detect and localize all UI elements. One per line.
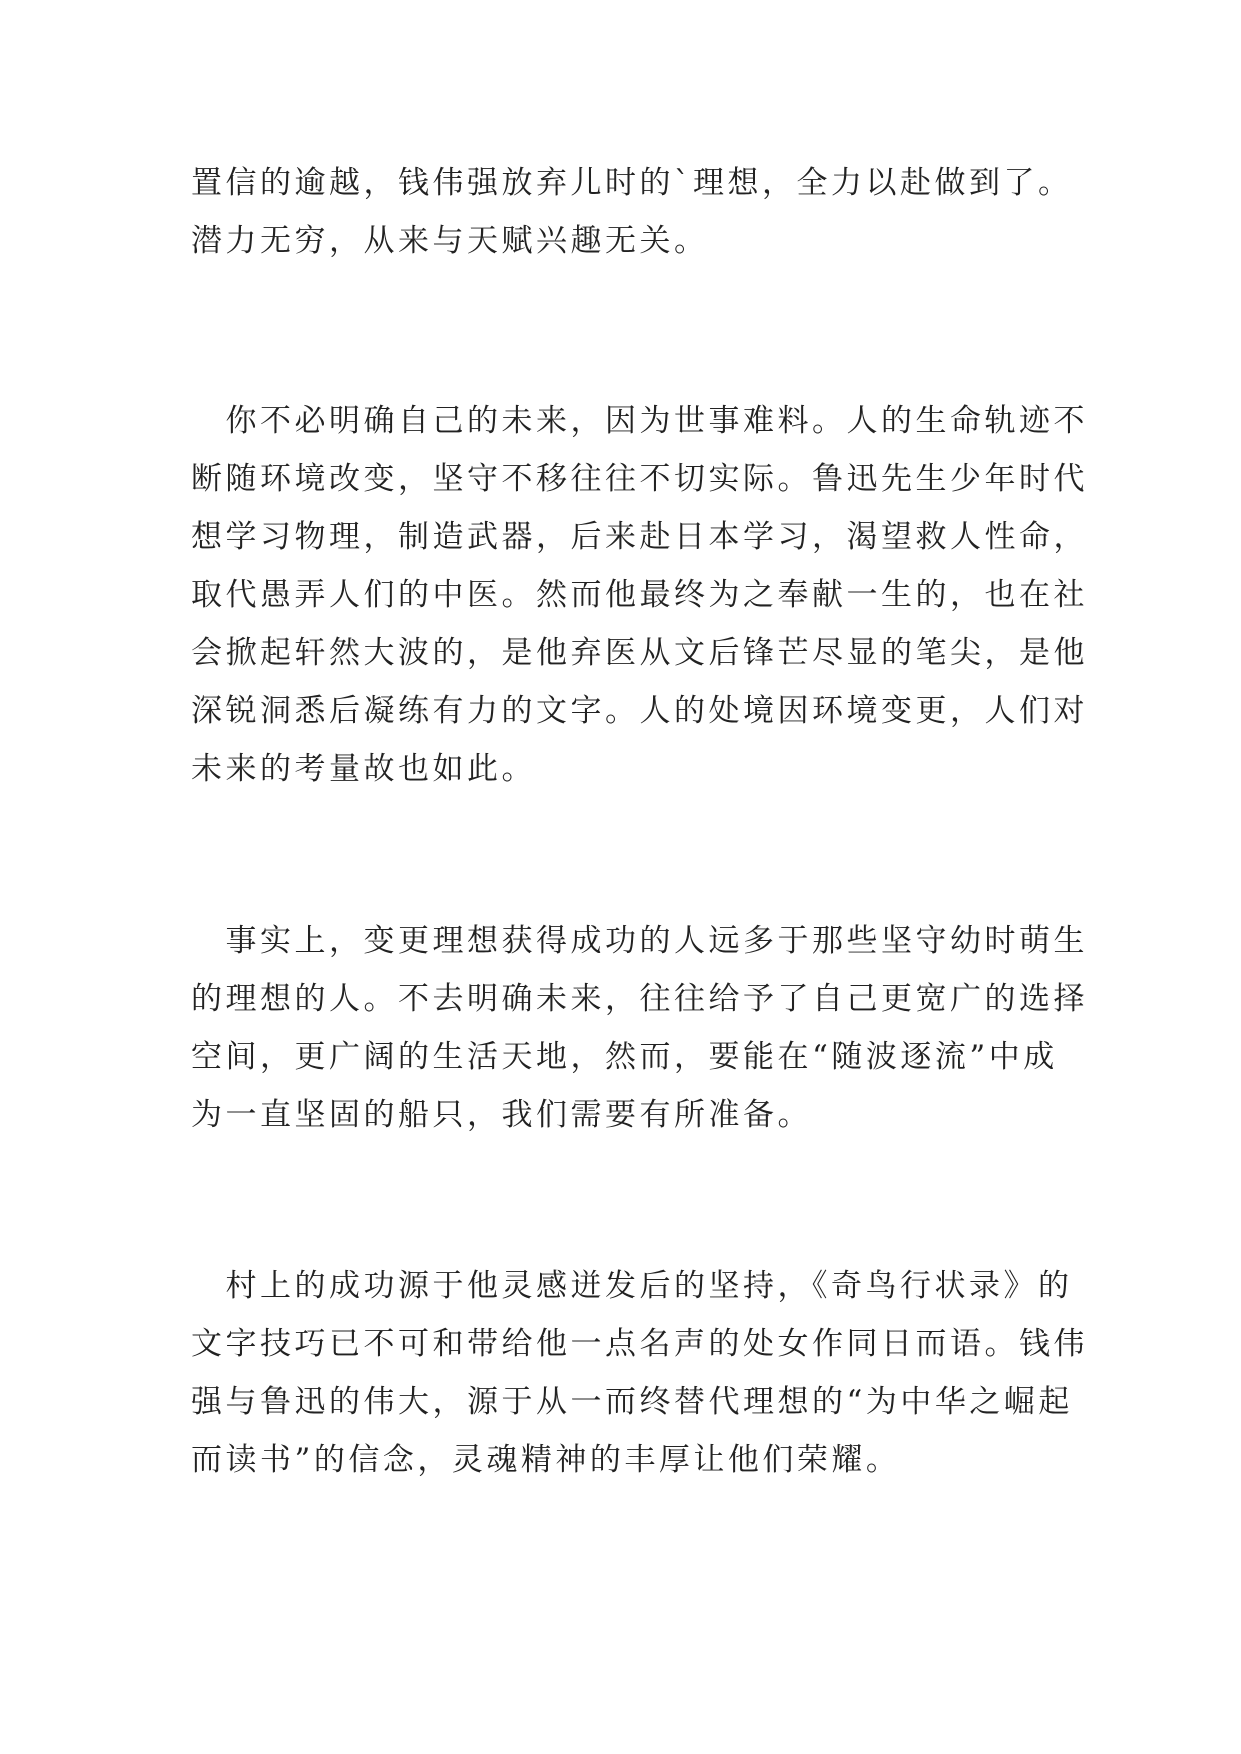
paragraph-1 [191, 154, 1071, 270]
paragraph-line: 断随环境改变，坚守不移往往不切实际。鲁迅先生少年时代 [191, 461, 1088, 497]
paragraph-line: 文字技巧已不可和带给他一点名声的处女作同日而语。钱伟 [191, 1326, 1088, 1362]
paragraph-line: 想学习物理，制造武器，后来赴日本学习，渴望救人性命， [191, 519, 1088, 555]
paragraph-line: 为一直坚固的船只，我们需要有所准备。 [191, 1097, 812, 1133]
paragraph-line: 会掀起轩然大波的，是他弃医从文后锋芒尽显的笔尖，是他 [191, 635, 1088, 671]
paragraph-line: 潜力无穷，从来与天赋兴趣无关。 [191, 223, 709, 259]
paragraph-line: 强与鲁迅的伟大，源于从一而终替代理想的“为中华之崛起 [191, 1384, 1073, 1420]
paragraph-line: 未来的考量故也如此。 [191, 751, 536, 787]
paragraph-line: 你不必明确自己的未来，因为世事难料。人的生命轨迹不 [191, 403, 1088, 439]
paragraph-line: 的理想的人。不去明确未来，往往给予了自己更宽广的选择 [191, 981, 1088, 1017]
paragraph-line: 深锐洞悉后凝练有力的文字。人的处境因环境变更，人们对 [191, 693, 1088, 729]
paragraph-4 [191, 1257, 1088, 1489]
paragraph-line: 村上的成功源于他灵感迸发后的坚持，《奇鸟行状录》的 [191, 1268, 1073, 1304]
paragraph-line: 取代愚弄人们的中医。然而他最终为之奉献一生的，也在社 [191, 577, 1088, 613]
paragraph-line: 空间，更广阔的生活天地，然而，要能在“随波逐流”中成 [191, 1039, 1058, 1075]
paragraph-3 [191, 912, 1088, 1144]
paragraph-line: 事实上，变更理想获得成功的人远多于那些坚守幼时萌生 [191, 923, 1088, 959]
paragraph-2 [191, 392, 1088, 798]
paragraph-line: 置信的逾越，钱伟强放弃儿时的`理想，全力以赴做到了。 [191, 165, 1073, 201]
paragraph-line: 而读书”的信念，灵魂精神的丰厚让他们荣耀。 [191, 1442, 901, 1478]
